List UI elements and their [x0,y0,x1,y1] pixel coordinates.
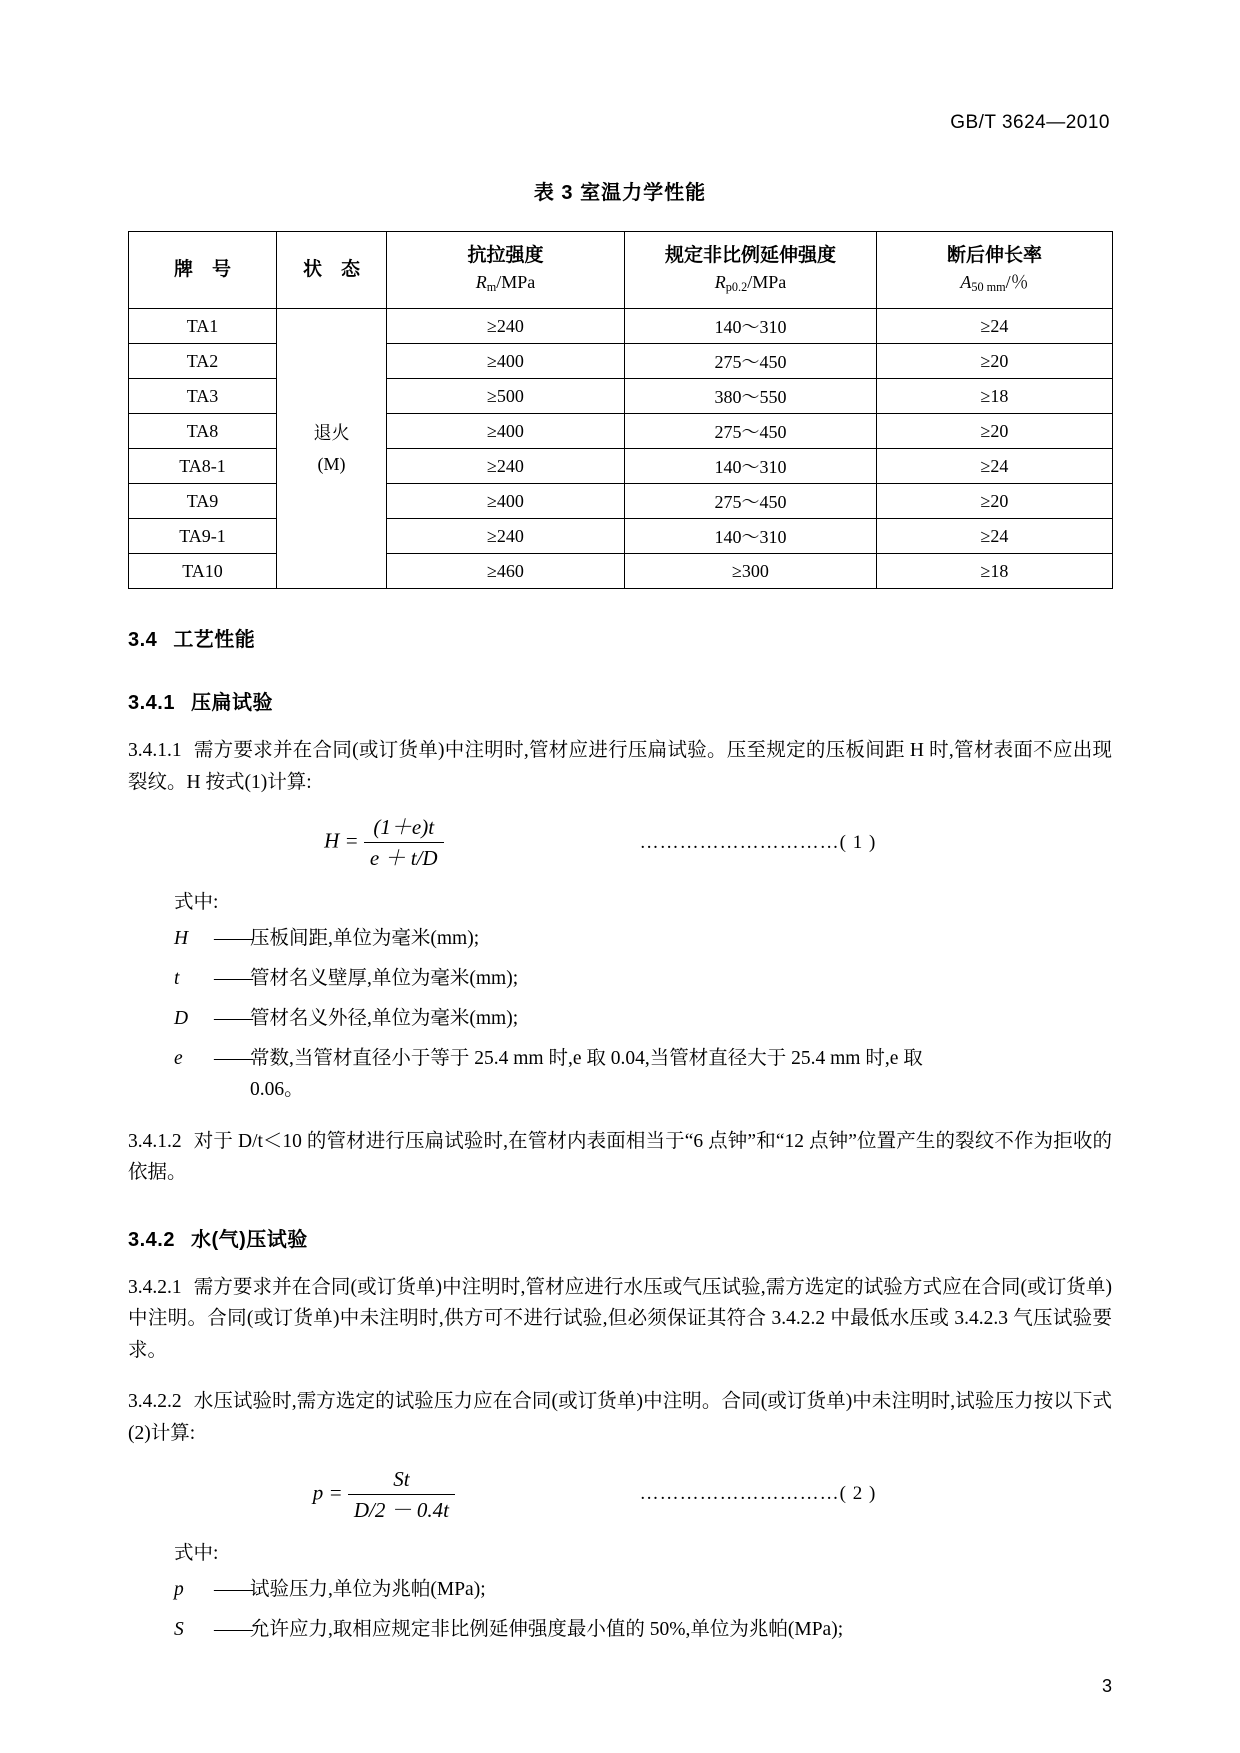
definition-text-continued: 0.06。 [250,1079,304,1101]
cell-proof: 380～550 [625,379,877,414]
cell-grade: TA3 [129,379,277,414]
section-heading-3-4-1 [128,686,1112,715]
column-header-proof-strength [625,232,877,309]
definition-symbol: D [174,1008,189,1030]
section-number-3-4-2: 3.4.2 [128,1228,175,1251]
cell-tensile: ≥400 [387,344,625,379]
column-header-elongation [877,232,1113,309]
formula-2-number: …………………………( 2 ) [639,1483,877,1505]
table-header-row [129,232,1113,309]
formula-1-row [128,814,1112,872]
cell-proof: 275～450 [625,414,877,449]
formula-2-row [128,1466,1112,1524]
cell-elongation: ≥24 [877,309,1113,344]
section-heading-3-4 [128,623,1112,652]
paragraph-3-4-1-1 [128,735,1112,798]
clause-text-3-4-1-1: 需方要求并在合同(或订货单)中注明时,管材应进行压扁试验。压至规定的压板间距 H 时,管材表面不应出现裂纹。H 按式(1)计算: [128,740,1112,793]
column-header-state-line1: 状 态 [302,259,360,281]
formula-1-numerator: (1＋e)t [364,814,444,843]
definition-text-wrap [250,1043,1112,1105]
cell-elongation: ≥20 [877,484,1113,519]
table-row [129,554,1113,589]
formula-1-fraction [364,814,444,872]
formula-2 [128,1466,640,1524]
formula-2-fraction [348,1466,455,1524]
definition-symbol: H [174,927,189,949]
where-label-2: 式中: [174,1543,219,1565]
column-header-proof-line1: 规定非比例延伸强度 [664,245,836,267]
definition-item [174,1043,1112,1105]
table-title: 表 3 室温力学性能 [533,182,707,204]
definition-symbol: p [174,1579,184,1601]
column-header-proof-line2: $R_{p0.2}$/MPa [714,272,787,295]
definition-list-2 [128,1574,1112,1645]
definition-dash: —— [214,967,253,989]
cell-tensile: ≥400 [387,484,625,519]
formula-2-numerator: St [348,1466,455,1495]
cell-tensile: ≥460 [387,554,625,589]
clause-number-3-4-1-2: 3.4.1.2 [128,1130,182,1152]
column-header-state [277,232,387,309]
section-heading-3-4-2 [128,1223,1112,1252]
column-header-elongation-line2: $A_{50 mm}/$％ [960,272,1029,295]
cell-grade: TA2 [129,344,277,379]
cell-elongation: ≥18 [877,379,1113,414]
definition-text: 允许应力,取相应规定非比例延伸强度最小值的 50%,单位为兆帕(MPa); [250,1619,844,1641]
formula-1-denominator: e ＋ t/D [369,846,438,871]
paragraph-3-4-1-2 [128,1126,1112,1189]
definition-symbol: t [174,967,180,989]
section-title-3-4-2: 水(气)压试验 [190,1228,308,1251]
definition-text: 管材名义壁厚,单位为毫米(mm); [250,967,519,989]
table-row [129,379,1113,414]
clause-text-3-4-2-2: 水压试验时,需方选定的试验压力应在合同(或订货单)中注明。合同(或订货单)中未注明时,试验压力按以下式(2)计算: [128,1391,1112,1445]
column-header-tensile-line1: 抗拉强度 [467,245,544,267]
cell-tensile: ≥500 [387,379,625,414]
cell-grade: TA8 [129,414,277,449]
cell-elongation: ≥24 [877,449,1113,484]
table-row [129,519,1113,554]
column-header-elongation-line1: 断后伸长率 [946,245,1042,267]
definition-dash: —— [214,1579,253,1601]
clause-number-3-4-1-1: 3.4.1.1 [128,740,182,761]
clause-number-3-4-2-1: 3.4.2.1 [128,1276,182,1298]
cell-grade: TA8-1 [129,449,277,484]
where-label-1: 式中: [174,891,219,913]
definition-dash: —— [214,1008,253,1030]
mechanical-properties-table [128,231,1113,589]
column-header-grade-line1: 牌 号 [173,259,231,281]
section-title-3-4-1: 压扁试验 [190,692,273,714]
definition-dash: —— [214,1619,253,1641]
cell-elongation: ≥18 [877,554,1113,589]
formula-1-lhs: H = [324,828,359,853]
cell-grade: TA9-1 [129,519,277,554]
section-number-3-4: 3.4 [128,629,158,651]
table-row [129,344,1113,379]
definition-dash: —— [214,927,253,949]
definition-item [174,1574,1112,1605]
cell-proof: 275～450 [625,344,877,379]
cell-proof: ≥300 [625,554,877,589]
definition-text: 试验压力,单位为兆帕(MPa); [250,1579,486,1601]
section-number-3-4-1: 3.4.1 [128,692,175,714]
clause-text-3-4-2-1: 需方要求并在合同(或订货单)中注明时,管材应进行水压或气压试验,需方选定的试验方式应在合同(或订货单)中注明。合同(或订货单)中未注明时,供方可不进行试验,但必须保证其符合 3.4.2.2 中最低水压或 3.4.2.3 气压试验要求。 [128,1276,1112,1361]
table-row [129,484,1113,519]
cell-tensile: ≥240 [387,449,625,484]
page-header [128,0,1112,134]
formula-1 [128,814,640,872]
cell-proof: 140～310 [625,449,877,484]
column-header-grade [129,232,277,309]
cell-proof: 140～310 [625,309,877,344]
cell-tensile: ≥240 [387,309,625,344]
cell-elongation: ≥20 [877,414,1113,449]
cell-tensile: ≥240 [387,519,625,554]
page-number: 3 [1101,1676,1112,1696]
column-header-tensile-strength [387,232,625,309]
formula-2-denominator: D/2 － 0.4t [353,1497,449,1522]
definition-symbol: e [174,1048,183,1070]
table-row [129,414,1113,449]
cell-proof: 275～450 [625,484,877,519]
table-row [129,449,1113,484]
definition-dash: —— [214,1048,253,1070]
definition-text: 管材名义外径,单位为毫米(mm); [250,1008,519,1030]
cell-proof: 140～310 [625,519,877,554]
table-row [129,309,1113,344]
definition-text: 压板间距,单位为毫米(mm); [250,927,480,949]
cell-elongation: ≥24 [877,519,1113,554]
definition-item [174,1614,1112,1645]
definition-item [174,963,1112,994]
formula-2-lhs: p = [312,1480,343,1505]
formula-1-number: …………………………( 1 ) [639,831,877,853]
cell-tensile: ≥400 [387,414,625,449]
definition-symbol: S [174,1619,184,1641]
definition-item [174,1003,1112,1034]
column-header-tensile-line2: $R_m$/MPa [475,272,536,295]
paragraph-3-4-2-1 [128,1272,1112,1367]
definition-list-1 [128,923,1112,1106]
cell-grade: TA1 [129,309,277,344]
cell-grade: TA10 [129,554,277,589]
cell-state: 退火 (M) [277,309,387,589]
paragraph-3-4-2-2 [128,1386,1112,1449]
standard-code: GB/T 3624—2010 [950,112,1110,133]
clause-text-3-4-1-2: 对于 D/t＜10 的管材进行压扁试验时,在管材内表面相当于“6 点钟”和“12 点钟”位置产生的裂纹不作为拒收的依据。 [128,1130,1112,1184]
section-title-3-4: 工艺性能 [173,629,256,651]
clause-number-3-4-2-2: 3.4.2.2 [128,1391,182,1413]
definition-item [174,923,1112,954]
cell-elongation: ≥20 [877,344,1113,379]
cell-grade: TA9 [129,484,277,519]
definition-text: 常数,当管材直径小于等于 25.4 mm 时,e 取 0.04,当管材直径大于 25.4 mm 时,e 取 [250,1048,923,1070]
